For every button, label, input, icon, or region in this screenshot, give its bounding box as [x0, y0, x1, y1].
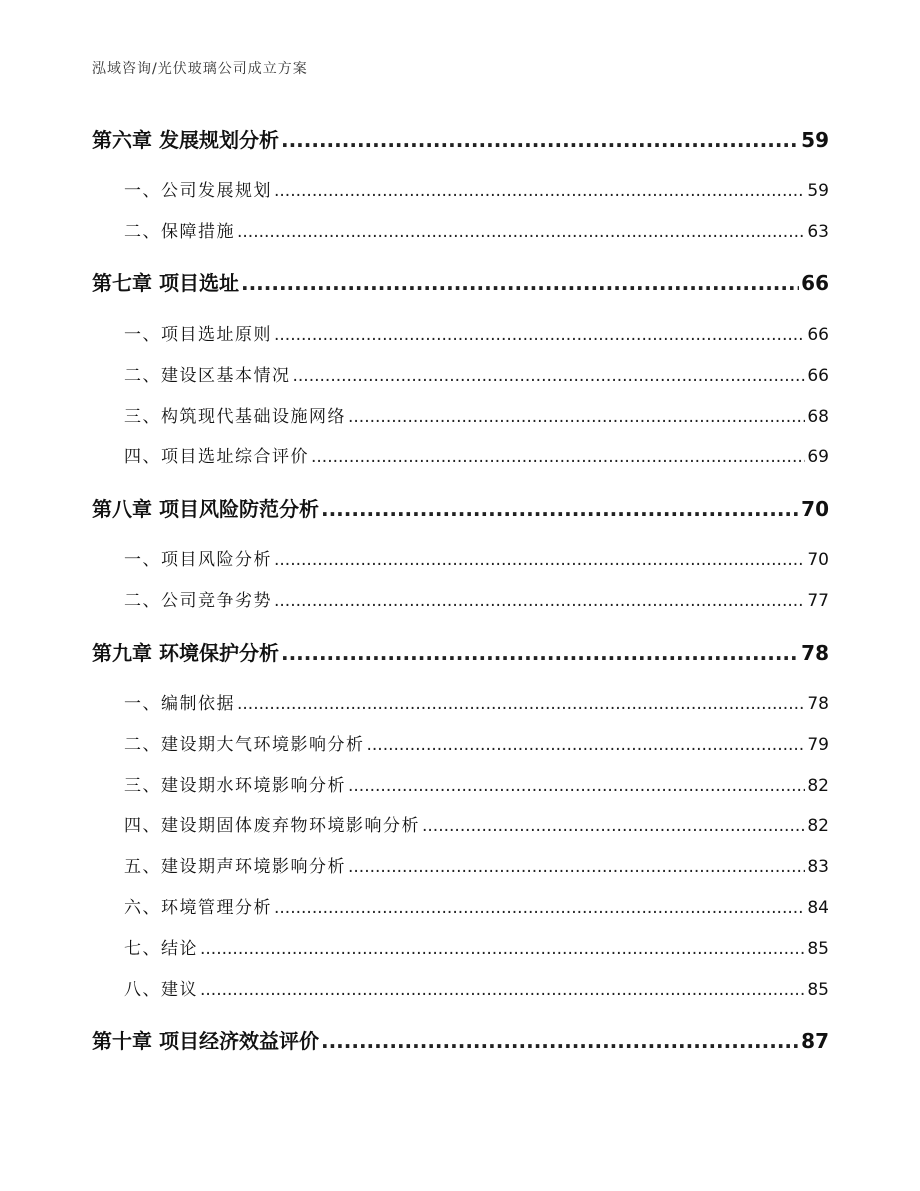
toc-entry-title: 建设区基本情况	[161, 366, 291, 386]
dot-leader	[348, 407, 805, 427]
toc-section-number: 二、	[124, 222, 161, 242]
toc-section-entry[interactable]	[92, 176, 829, 201]
toc-section-entry[interactable]	[92, 320, 829, 345]
toc-section-number: 一、	[124, 550, 161, 570]
dot-leader	[200, 939, 805, 959]
toc-page-number: 63	[807, 222, 829, 242]
toc-entry-title: 建设期大气环境影响分析	[161, 735, 365, 755]
toc-chapter-entry[interactable]	[92, 637, 829, 666]
dot-leader	[321, 497, 799, 521]
toc-page-number: 87	[801, 1029, 829, 1053]
toc-page-number: 82	[807, 776, 829, 796]
toc-section-number: 二、	[124, 735, 161, 755]
toc-section-number: 四、	[124, 447, 161, 467]
dot-leader	[348, 857, 805, 877]
dot-leader	[274, 181, 805, 201]
dot-leader	[274, 550, 805, 570]
toc-entry-title: 第十章 项目经济效益评价	[92, 1029, 319, 1053]
toc-chapter-entry[interactable]	[92, 1025, 829, 1054]
toc-section-number: 二、	[124, 366, 161, 386]
toc-section-number: 三、	[124, 776, 161, 796]
toc-chapter-entry[interactable]	[92, 267, 829, 296]
toc-page-number: 82	[807, 816, 829, 836]
dot-leader	[311, 447, 805, 467]
toc-section-entry[interactable]	[92, 934, 829, 959]
toc-section-entry[interactable]	[92, 689, 829, 714]
toc-entry-title: 项目选址原则	[161, 325, 272, 345]
dot-leader	[367, 735, 806, 755]
toc-chapter-entry[interactable]	[92, 493, 829, 522]
toc-page-number: 78	[801, 641, 829, 665]
toc-section-number: 八、	[124, 980, 161, 1000]
toc-entry-title: 项目选址综合评价	[161, 447, 309, 467]
toc-entry-title: 项目风险分析	[161, 550, 272, 570]
toc-entry-title: 建设期固体废弃物环境影响分析	[161, 816, 420, 836]
toc-page-number: 69	[807, 447, 829, 467]
toc-page-number: 85	[807, 939, 829, 959]
dot-leader	[422, 816, 805, 836]
toc-page-number: 70	[801, 497, 829, 521]
toc-entry-title: 建设期水环境影响分析	[161, 776, 346, 796]
toc-section-number: 五、	[124, 857, 161, 877]
toc-entry-title: 构筑现代基础设施网络	[161, 407, 346, 427]
toc-entry-title: 第七章 项目选址	[92, 271, 239, 295]
toc-page-number: 78	[807, 694, 829, 714]
toc-section-entry[interactable]	[92, 361, 829, 386]
toc-section-number: 一、	[124, 181, 161, 201]
dot-leader	[274, 591, 805, 611]
toc-page-number: 77	[807, 591, 829, 611]
toc-section-entry[interactable]	[92, 771, 829, 796]
toc-page-number: 66	[807, 366, 829, 386]
toc-entry-title: 第八章 项目风险防范分析	[92, 497, 319, 521]
toc-page-number: 83	[807, 857, 829, 877]
dot-leader	[281, 128, 799, 152]
toc-page-number: 84	[807, 898, 829, 918]
toc-section-entry[interactable]	[92, 730, 829, 755]
dot-leader	[348, 776, 805, 796]
dot-leader	[237, 222, 805, 242]
toc-section-number: 六、	[124, 898, 161, 918]
toc-entry-title: 建议	[161, 980, 198, 1000]
toc-entry-title: 公司发展规划	[161, 181, 272, 201]
toc-page-number: 66	[801, 271, 829, 295]
dot-leader	[200, 980, 805, 1000]
toc-entry-title: 建设期声环境影响分析	[161, 857, 346, 877]
dot-leader	[241, 271, 799, 295]
dot-leader	[321, 1029, 799, 1053]
toc-entry-title: 公司竞争劣势	[161, 591, 272, 611]
toc-section-entry[interactable]	[92, 852, 829, 877]
toc-page-number: 59	[807, 181, 829, 201]
toc-page-number: 70	[807, 550, 829, 570]
toc-page-number: 59	[801, 128, 829, 152]
running-header: 泓域咨询/光伏玻璃公司成立方案	[92, 61, 308, 77]
toc-section-entry[interactable]	[92, 586, 829, 611]
toc-page-number: 85	[807, 980, 829, 1000]
dot-leader	[293, 366, 806, 386]
toc-entry-title: 第九章 环境保护分析	[92, 641, 279, 665]
dot-leader	[274, 898, 805, 918]
toc-section-entry[interactable]	[92, 442, 829, 467]
toc-section-number: 一、	[124, 325, 161, 345]
toc-section-entry[interactable]	[92, 217, 829, 242]
table-of-contents	[92, 0, 829, 1191]
toc-page-number: 66	[807, 325, 829, 345]
toc-section-entry[interactable]	[92, 811, 829, 836]
dot-leader	[281, 641, 799, 665]
dot-leader	[274, 325, 805, 345]
toc-section-number: 七、	[124, 939, 161, 959]
toc-section-entry[interactable]	[92, 893, 829, 918]
toc-section-number: 三、	[124, 407, 161, 427]
toc-entry-title: 结论	[161, 939, 198, 959]
toc-section-number: 一、	[124, 694, 161, 714]
toc-page-number: 68	[807, 407, 829, 427]
toc-entry-title: 编制依据	[161, 694, 235, 714]
toc-chapter-entry[interactable]	[92, 124, 829, 153]
toc-entry-title: 保障措施	[161, 222, 235, 242]
toc-section-entry[interactable]	[92, 545, 829, 570]
toc-entry-title: 第六章 发展规划分析	[92, 128, 279, 152]
toc-section-entry[interactable]	[92, 402, 829, 427]
toc-page-number: 79	[807, 735, 829, 755]
toc-entry-title: 环境管理分析	[161, 898, 272, 918]
toc-section-number: 二、	[124, 591, 161, 611]
toc-section-number: 四、	[124, 816, 161, 836]
toc-section-entry[interactable]	[92, 975, 829, 1000]
dot-leader	[237, 694, 805, 714]
